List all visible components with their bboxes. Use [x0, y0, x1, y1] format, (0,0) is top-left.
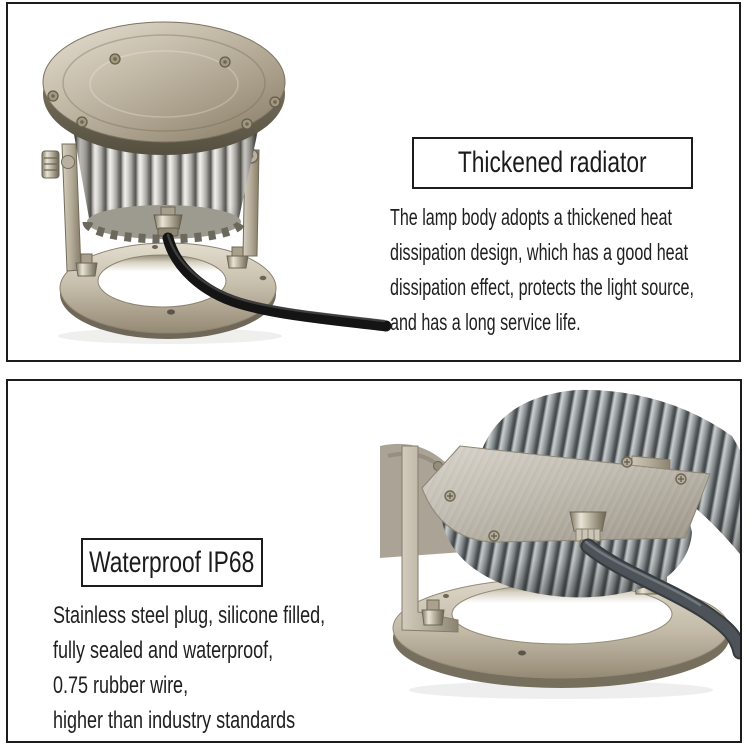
flange-disc — [43, 22, 285, 155]
feature-panel-waterproof-ip68 — [6, 379, 742, 743]
base-screw-hole — [152, 245, 158, 249]
description-line: dissipation design, which has a good heat — [390, 239, 689, 265]
bracket-arm-left — [42, 144, 81, 271]
description-line: and has a long service life. — [390, 309, 581, 335]
base-screw-hole — [518, 651, 526, 656]
description-line: Stainless steel plug, silicone filled, — [53, 602, 326, 629]
feature-panel-thickened-radiator — [6, 2, 741, 362]
description-line: higher than industry standards — [53, 707, 296, 734]
base-screw-hole — [167, 309, 175, 314]
feature-title-box — [81, 538, 263, 587]
feature-description — [53, 598, 416, 738]
base-screw-hole — [443, 594, 449, 598]
product-photo-spotlight-back-view — [380, 382, 740, 740]
description-line: 0.75 rubber wire, — [53, 672, 189, 699]
description-line: dissipation effect, protects the light source, — [390, 274, 694, 300]
feature-title-box — [412, 137, 693, 189]
description-line: The lamp body adopts a thickened heat — [390, 204, 672, 230]
description-line: fully sealed and waterproof, — [53, 637, 274, 664]
feature-title: Waterproof IP68 — [89, 545, 255, 579]
feature-description — [390, 200, 741, 340]
base-screw-hole — [260, 276, 267, 280]
feature-title: Thickened radiator — [458, 146, 647, 179]
product-photo-spotlight-front-view — [35, 4, 395, 356]
